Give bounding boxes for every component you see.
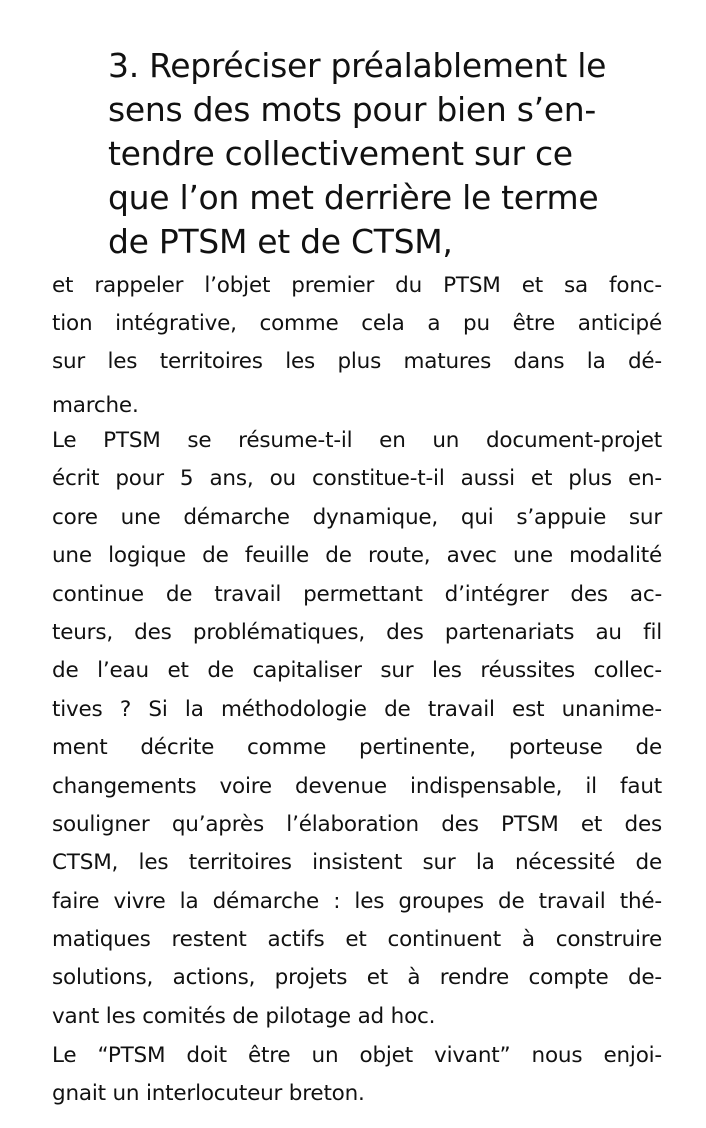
text-line: une logique de feuille de route, avec une modalité bbox=[52, 543, 662, 569]
text-line: vant les comités de pilotage ad hoc. bbox=[52, 1003, 436, 1029]
text-line: continue de travail permettant d’intégrer des ac- bbox=[52, 581, 662, 607]
text-line: ment décrite comme pertinente, porteuse de bbox=[52, 735, 662, 761]
text-line: et rappeler l’objet premier du PTSM et sa fonc- bbox=[52, 273, 662, 298]
paragraph-intro bbox=[52, 267, 662, 425]
heading-line: sens des mots pour bien s’en- bbox=[108, 90, 597, 129]
text-line: CTSM, les territoires insistent sur la nécessité de bbox=[52, 850, 662, 876]
text-line: Le PTSM se résume-t-il en un document-projet bbox=[52, 428, 662, 453]
text-line: gnait un interlocuteur breton. bbox=[52, 1081, 365, 1106]
text-line: core une démarche dynamique, qui s’appuie sur bbox=[52, 504, 662, 530]
text-line: sur les territoires les plus matures dans la dé- bbox=[52, 349, 662, 374]
text-line: tives ? Si la méthodologie de travail est unanime- bbox=[52, 696, 662, 722]
text-line: souligner qu’après l’élaboration des PTSM et des bbox=[52, 811, 662, 837]
text-line: écrit pour 5 ans, ou constitue-t-il aussi et plus en- bbox=[52, 466, 662, 492]
section-heading bbox=[108, 44, 668, 264]
text-line: teurs, des problématiques, des partenariats au fil bbox=[52, 619, 662, 645]
heading-line: tendre collectivement sur ce bbox=[108, 134, 573, 173]
heading-line: que l’on met derrière le terme bbox=[108, 178, 599, 217]
paragraph-main bbox=[52, 422, 662, 1036]
heading-line: de PTSM et de CTSM, bbox=[108, 222, 453, 261]
text-line: marche. bbox=[52, 393, 139, 418]
text-line: faire vivre la démarche : les groupes de travail thé- bbox=[52, 888, 662, 914]
text-line: changements voire devenue indispensable, il faut bbox=[52, 773, 662, 799]
text-line: tion intégrative, comme cela a pu être anticipé bbox=[52, 311, 662, 336]
paragraph-quote bbox=[52, 1037, 662, 1113]
heading-line: 3. Repréciser préalablement le bbox=[108, 46, 607, 85]
text-line: Le “PTSM doit être un objet vivant” nous enjoi- bbox=[52, 1043, 662, 1068]
text-line: de l’eau et de capitaliser sur les réussites collec- bbox=[52, 658, 662, 684]
text-line: solutions, actions, projets et à rendre compte de- bbox=[52, 965, 662, 991]
text-line: matiques restent actifs et continuent à construire bbox=[52, 927, 662, 953]
